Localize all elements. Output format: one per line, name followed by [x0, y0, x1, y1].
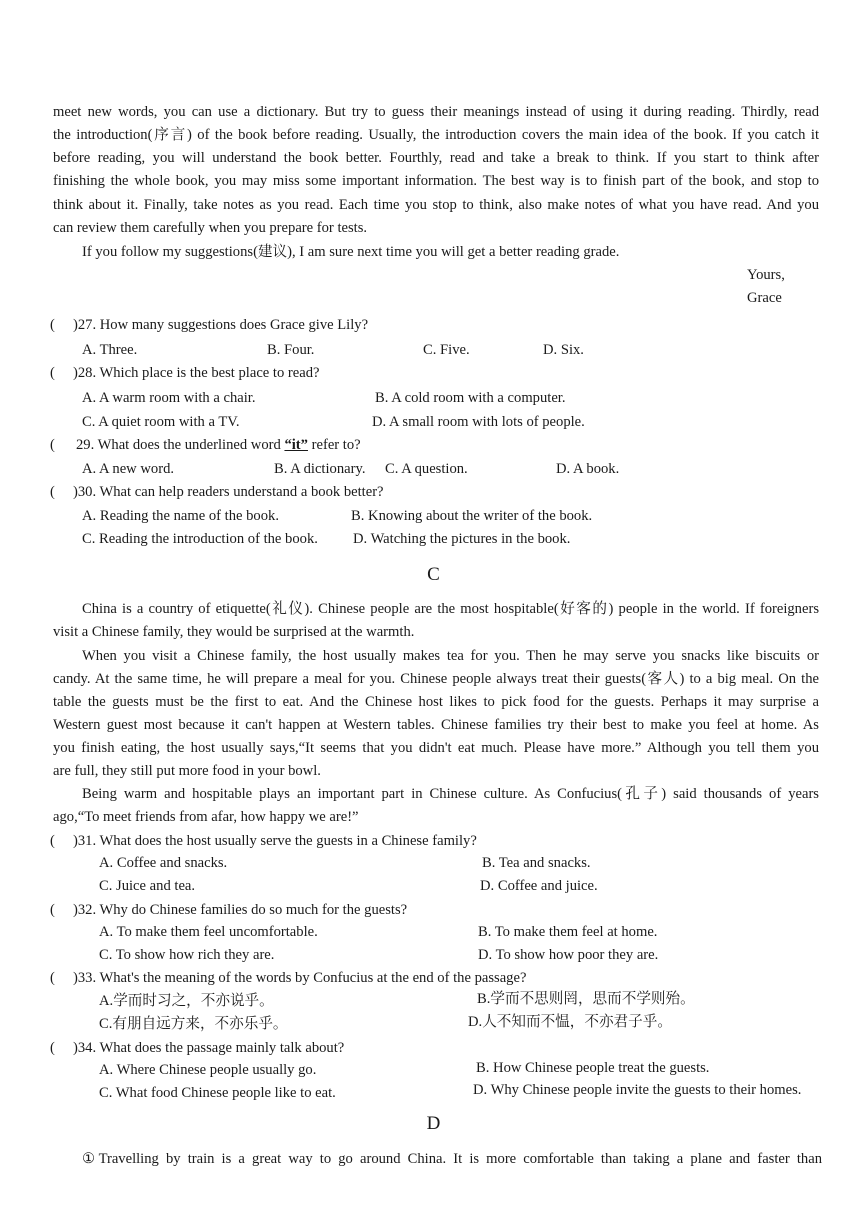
option-b: B. How Chinese people treat the guests. — [476, 1060, 710, 1076]
c-p1-line-1: China is a country of etiquette(礼仪). Chinese people are the most hospitable(好客的) people in the world. If foreigners — [82, 601, 819, 617]
question-stem: )33. What's the meaning of the words by Confucius at the end of the passage? — [73, 970, 527, 986]
answer-blank[interactable]: ( — [50, 317, 55, 333]
c-p1-line-2: visit a Chinese family, they would be surprised at the warmth. — [53, 624, 415, 640]
passage-b-line-1: meet new words, you can use a dictionary. But try to guess their meanings instead of using it during reading. Thirdly, read — [53, 104, 819, 120]
option-c: C. Five. — [423, 342, 470, 358]
c-p2-line-5: you finish eating, the host usually says,“It seems that you didn't eat much. Please have more.” Although you tell them you — [53, 740, 819, 756]
option-a: A. Coffee and snacks. — [99, 855, 228, 871]
question-stem: )34. What does the passage mainly talk about? — [73, 1040, 345, 1056]
option-c: C. What food Chinese people like to eat. — [99, 1085, 336, 1101]
d-first-line: ①Travelling by train is a great way to go around China. It is more comfortable than taking a plane and faster than — [82, 1151, 822, 1167]
option-b: B. A dictionary. — [274, 461, 366, 477]
letter-signature: Grace — [747, 290, 782, 306]
option-b: B. A cold room with a computer. — [375, 390, 566, 406]
answer-blank[interactable]: ( — [50, 437, 55, 453]
option-c: C. To show how rich they are. — [99, 947, 275, 963]
passage-b-line-3: before reading, you will understand the book better. Fourthly, read and take a break to think. If you start to think after — [53, 150, 819, 166]
option-c: C. Juice and tea. — [99, 878, 196, 894]
section-c-heading: C — [427, 564, 440, 585]
option-b: B. Knowing about the writer of the book. — [351, 508, 593, 524]
option-d: D. Why Chinese people invite the guests to their homes. — [473, 1082, 802, 1098]
c-p2-line-2: candy. At the same time, he will prepare a meal for you. Chinese people always treat their guests(客人) to a big meal. On the — [53, 671, 819, 687]
c-p2-line-4: Western guest most because it can't happen at Western tables. Chinese families try their best to make you feel at home. As — [53, 717, 819, 733]
option-c: C.有朋自远方来，不亦乐乎。 — [99, 1016, 288, 1032]
c-p2-line-3: table the guests must be the first to eat. And the Chinese host likes to pick food for the guests. Perhaps it may surprise a — [53, 694, 819, 710]
question-stem: )32. Why do Chinese families do so much for the guests? — [73, 902, 408, 918]
option-a: A. A new word. — [82, 461, 175, 477]
option-d: D. A book. — [556, 461, 620, 477]
option-d: D. Watching the pictures in the book. — [353, 531, 571, 547]
option-a: A. A warm room with a chair. — [82, 390, 256, 406]
c-p2-line-6: are full, they still put more food in your bowl. — [53, 763, 321, 779]
question-stem: )30. What can help readers understand a book better? — [73, 484, 384, 500]
question-stem: )28. Which place is the best place to read? — [73, 365, 320, 381]
passage-b-line-2: the introduction(序言) of the book before reading. Usually, the introduction covers the main idea of the book. If you catch it — [53, 127, 819, 143]
option-d: D. Coffee and juice. — [480, 878, 598, 894]
option-a: A. To make them feel uncomfortable. — [99, 924, 318, 940]
option-a: A. Where Chinese people usually go. — [99, 1062, 317, 1078]
question-stem-end: refer to? — [307, 437, 361, 453]
answer-blank[interactable]: ( — [50, 970, 55, 986]
letter-closing: Yours, — [747, 267, 785, 283]
passage-b-last-paragraph: If you follow my suggestions(建议), I am sure next time you will get a better reading grade. — [82, 244, 620, 260]
question-stem — [76, 436, 361, 454]
answer-blank[interactable]: ( — [50, 902, 55, 918]
option-b: B. Four. — [267, 342, 315, 358]
answer-blank[interactable]: ( — [50, 365, 55, 381]
option-d: D. Six. — [543, 342, 584, 358]
option-c: C. Reading the introduction of the book. — [82, 531, 318, 547]
option-b: B. To make them feel at home. — [478, 924, 658, 940]
answer-blank[interactable]: ( — [50, 484, 55, 500]
option-b: B. Tea and snacks. — [482, 855, 591, 871]
option-a: A. Reading the name of the book. — [82, 508, 279, 524]
question-stem: )31. What does the host usually serve the guests in a Chinese family? — [73, 833, 477, 849]
section-d-heading: D — [426, 1113, 441, 1134]
c-p2-line-1: When you visit a Chinese family, the host usually makes tea for you. Then he may serve you snacks like biscuits or — [82, 648, 819, 664]
answer-blank[interactable]: ( — [50, 833, 55, 849]
option-a: A. Three. — [82, 342, 138, 358]
option-a: A.学而时习之，不亦说乎。 — [99, 993, 274, 1009]
option-d: D. A small room with lots of people. — [372, 414, 585, 430]
passage-b-line-6: can review them carefully when you prepare for tests. — [53, 220, 368, 236]
answer-blank[interactable]: ( — [50, 1040, 55, 1056]
c-p3-line-1: Being warm and hospitable plays an important part in Chinese culture. As Confucius(孔子) said thousands of years — [82, 786, 819, 802]
option-c: C. A quiet room with a TV. — [82, 414, 240, 430]
c-p3-line-2: ago,“To meet friends from afar, how happy we are!” — [53, 809, 359, 825]
question-stem: )27. How many suggestions does Grace give Lily? — [73, 317, 369, 333]
option-d: D.人不知而不愠，不亦君子乎。 — [468, 1014, 672, 1030]
option-b: B.学而不思则罔，思而不学则殆。 — [477, 991, 695, 1007]
question-stem-start: 29. What does the underlined word — [76, 437, 285, 453]
option-d: D. To show how poor they are. — [478, 947, 659, 963]
passage-b-line-5: think about it. Finally, take notes as you read. Each time you stop to think, also make notes of what you have read. And you — [53, 197, 819, 213]
passage-b-line-4: finishing the whole book, you may miss some important information. The best way is to finish part of the book, and stop to — [53, 173, 819, 189]
option-c: C. A question. — [385, 461, 468, 477]
underlined-word: “it” — [284, 437, 308, 453]
